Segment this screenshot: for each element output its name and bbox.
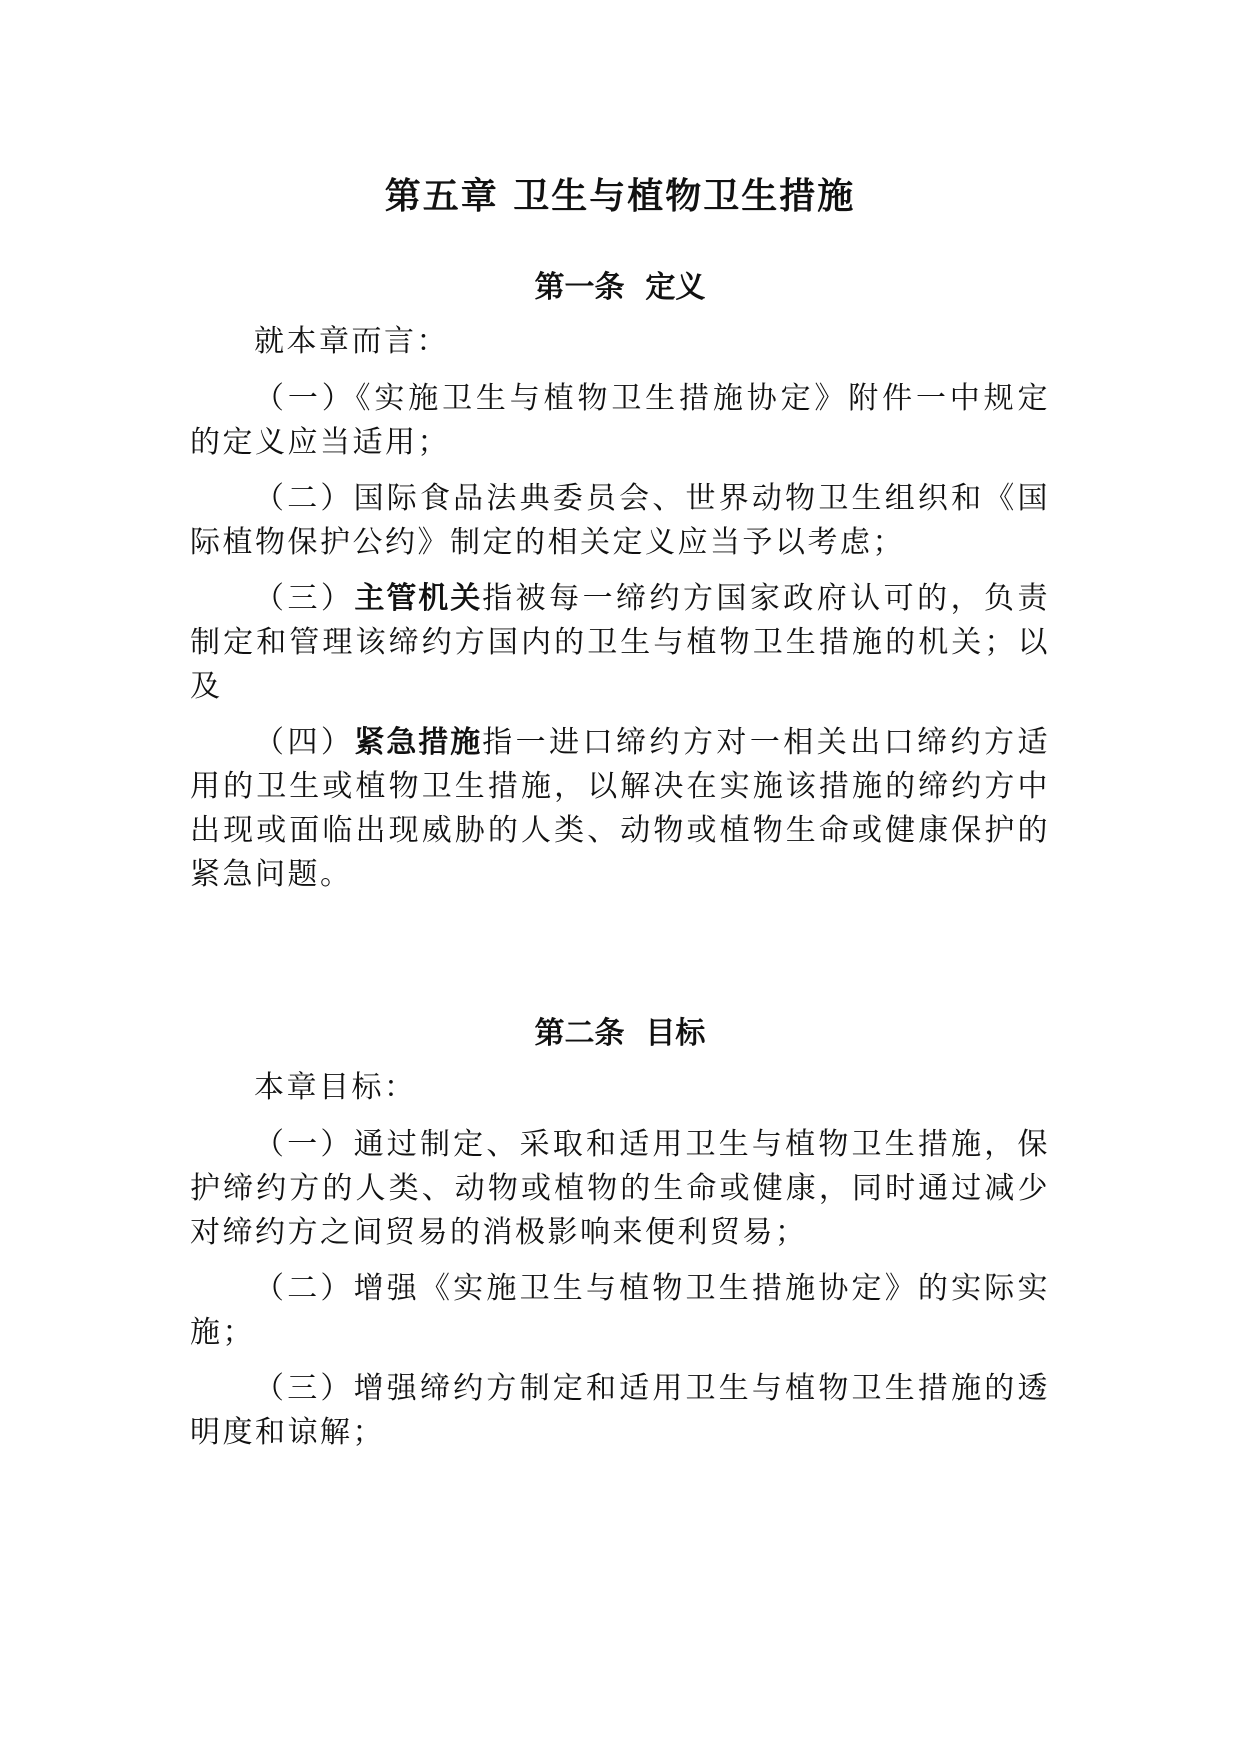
article-2-item-2: （二）增强《实施卫生与植物卫生措施协定》的实际实施； [190,1271,1050,1350]
defined-term-competent-authority: 主管机关 [354,581,483,616]
article-2-item-1: （一）通过制定、采取和适用卫生与植物卫生措施，保护缔约方的人类、动物或植物的生命或健康，同时通过减少对缔约方之间贸易的消极影响来便利贸易； [190,1127,1050,1250]
article-2-title: 第二条 目标 [534,1016,706,1051]
article-2-intro: 本章目标： [254,1070,417,1105]
document-page [190,0,1050,1754]
item-definition: 指被每一缔约方国家政府认可的，负责制定和管理该缔约方国内的卫生与植物卫生措施的机关；以及 [190,581,1051,704]
article-2-item-3: （三）增强缔约方制定和适用卫生与植物卫生措施的透明度和谅解； [190,1371,1050,1450]
article-1-intro: 就本章而言： [254,324,449,359]
article-1-item-2: （二）国际食品法典委员会、世界动物卫生组织和《国际植物保护公约》制定的相关定义应当予以考虑； [190,481,1050,560]
article-1-title: 第一条 定义 [534,270,706,305]
item-prefix: （四） [254,725,355,760]
defined-term-emergency-measure: 紧急措施 [354,725,483,760]
article-1-item-3 [190,577,1050,709]
item-definition: 指一进口缔约方对一相关出口缔约方适用的卫生或植物卫生措施，以解决在实施该措施的缔约方中出现或面临出现威胁的人类、动物或植物生命或健康保护的紧急问题。 [190,725,1051,892]
chapter-title: 第五章 卫生与植物卫生措施 [384,176,856,217]
article-1-item-1: （一）《实施卫生与植物卫生措施协定》附件一中规定的定义应当适用； [190,381,1050,460]
article-1-item-4 [190,721,1050,897]
item-prefix: （三） [254,581,355,616]
